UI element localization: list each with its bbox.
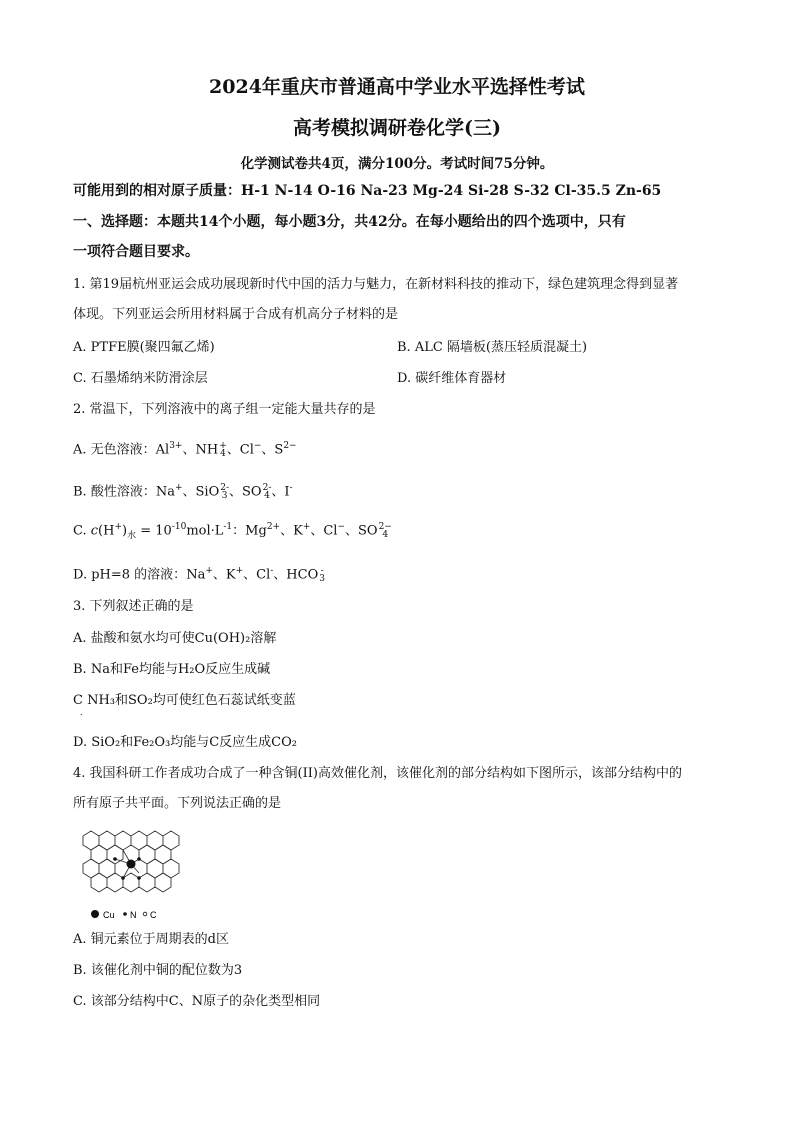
q1-option-c: C. 石墨烯纳米防滑涂层 xyxy=(73,371,208,386)
q3-option-d: D. SiO₂和Fe₂O₃均能与C反应生成CO₂ xyxy=(73,735,298,750)
section-heading-line1: 一、选择题：本题共14个小题，每小题3分，共42分。在每小题给出的四个选项中，只有 xyxy=(73,214,626,230)
n-atom xyxy=(137,857,141,861)
q4-stem-line1: 4. 我国科研工作者成功合成了一种含铜(II)高效催化剂，该催化剂的部分结构如下图所示，该部分结构中的 xyxy=(73,766,682,781)
n-atom xyxy=(113,857,117,861)
q3-stem: 3. 下列叙述正确的是 xyxy=(73,599,194,614)
q2-option-c: C. $c(H^+)_水 = 10^{-10}mol\cdot L^{-1}$：$Mg^{2+}$、K+、Cl−、SO 2− 4 xyxy=(73,521,392,541)
q4-option-b: B. 该催化剂中铜的配位数为3 xyxy=(73,963,243,978)
legend-cu-label: Cu xyxy=(103,910,115,920)
q2-option-d: D. pH=8 的溶液：Na+、K+、Cl-、HCO - 3 xyxy=(73,565,325,584)
n-atom xyxy=(137,876,141,880)
n-atom xyxy=(121,876,125,880)
exam-title: 2024年重庆市普通高中学业水平选择性考试 xyxy=(209,76,585,98)
q3-option-c-dot: . xyxy=(80,708,83,717)
legend-n-marker xyxy=(123,912,127,916)
q1-stem-line1: 1. 第19届杭州亚运会成功展现新时代中国的活力与魅力，在新材料科技的推动下，绿色建筑理念得到显著 xyxy=(73,277,679,292)
q3-option-c: C NH₃和SO₂均可使红色石蕊试纸变蓝 xyxy=(73,693,296,708)
catalyst-structure-figure xyxy=(73,822,183,922)
legend-cu-marker xyxy=(91,910,99,918)
q2-option-c-exponent: -10 xyxy=(171,522,187,532)
q2-option-a: A. 无色溶液：$Al^{3+}$、NH + 4 、Cl−、$S^{2-}$ xyxy=(73,440,297,459)
q1-option-a: A. PTFE膜(聚四氟乙烯) xyxy=(73,340,215,355)
q3-option-a: A. 盐酸和氨水均可使Cu(OH)₂溶解 xyxy=(73,631,277,646)
legend-c-label: C xyxy=(150,910,157,920)
q2-option-c-unit: mol·L xyxy=(186,523,224,539)
exam-subtitle: 高考模拟调研卷化学(三) xyxy=(293,117,501,139)
q2-option-a-label: A. 无色溶液： xyxy=(73,442,156,458)
legend-n-label: N xyxy=(130,910,137,920)
q2-option-c-label: C. xyxy=(73,523,87,539)
q1-stem-line2: 体现。下列亚运会所用材料属于合成有机高分子材料的是 xyxy=(73,307,399,322)
q2-option-b-label: B. 酸性溶液： xyxy=(73,484,156,500)
q1-option-d: D. 碳纤维体育器材 xyxy=(397,371,507,386)
legend-c-marker xyxy=(143,912,147,916)
q2-option-d-label: D. pH=8 的溶液： xyxy=(73,567,187,583)
q2-option-b: B. 酸性溶液：Na+、SiO 2- 3 、SO 2- 4 、I- xyxy=(73,482,293,501)
exam-instructions: 化学测试卷共4页，满分100分。考试时间75分钟。 xyxy=(240,156,554,172)
cu-atom xyxy=(127,860,136,869)
q4-option-c: C. 该部分结构中C、N原子的杂化类型相同 xyxy=(73,994,321,1009)
q1-option-b: B. ALC 隔墙板(蒸压轻质混凝土) xyxy=(397,340,588,355)
q2-stem: 2. 常温下，下列溶液中的离子组一定能大量共存的是 xyxy=(73,402,376,417)
atomic-masses: 可能用到的相对原子质量：H-1 N-14 O-16 Na-23 Mg-24 Si-28 S-32 Cl-35.5 Zn-65 xyxy=(73,183,662,199)
section-heading-line2: 一项符合题目要求。 xyxy=(73,244,199,260)
q4-stem-line2: 所有原子共平面。下列说法正确的是 xyxy=(73,796,282,811)
q4-option-a: A. 铜元素位于周期表的d区 xyxy=(73,932,229,947)
q3-option-b: B. Na和Fe均能与H₂O反应生成碱 xyxy=(73,662,271,677)
